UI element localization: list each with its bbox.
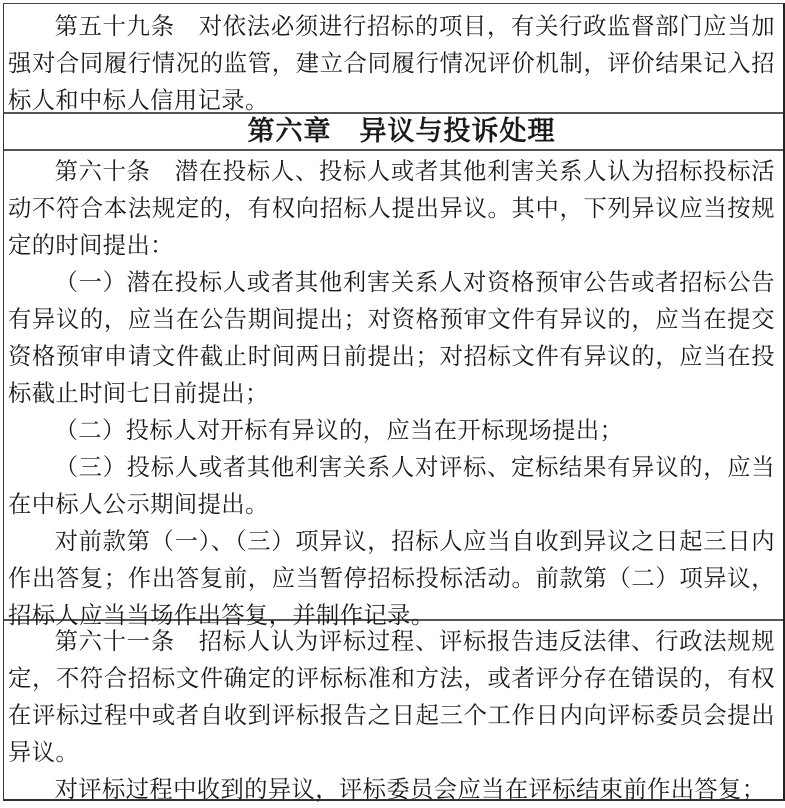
article-60-paragraph: 第六十条 潜在投标人、投标人或者其他利害关系人认为招标投标活动不符合本法规定的，有权向招标人提出异议。其中，下列异议应当按规定的时间提出： [8,158,775,259]
article-60-reply-paragraph: 对前款第（一）、（三）项异议，招标人应当自收到异议之日起三日内作出答复；作出答复前，应当暂停招标投标活动。前款第（二）项异议，招标人应当当场作出答复，并制作记录。 [8,528,775,629]
article-61-paragraph: 第六十一条 招标人认为评标过程、评标报告违反法律、行政法规规定，不符合招标文件确定的评标标准和方法，或者评分存在错误的，有权在评标过程中或者自收到评标报告之日起三个工作日内向评标委员会提出异议。 [8,628,775,766]
chapter-heading-cell [4,114,783,151]
article-61-cell [4,621,783,801]
article-60-item-3: （三）投标人或者其他利害关系人对评标、定标结果有异议的，应当在中标人公示期间提出。 [8,454,775,518]
chapter-title: 第六章 异议与投诉处理 [247,116,556,147]
article-60-item-1: （一）潜在投标人或者其他利害关系人对资格预审公告或者招标公告有异议的，应当在公告期间提出；对资格预审文件有异议的，应当在提交资格预审申请文件截止时间两日前提出；对招标文件有异议的，应当在投标截止时间七日前提出； [8,269,775,407]
law-text-table [3,3,785,801]
article-60-cell [4,151,783,629]
article-59-cell [4,4,783,114]
article-61-reply-paragraph: 对评标过程中收到的异议，评标委员会应当在评标结束前作出答复； [54,776,766,803]
article-59-paragraph: 第五十九条 对依法必须进行招标的项目，有关行政监督部门应当加强对合同履行情况的监管，建立合同履行情况评价机制，评价结果记入招标人和中标人信用记录。 [8,13,775,114]
article-60-item-2: （二）投标人对开标有异议的，应当在开标现场提出； [54,417,624,444]
